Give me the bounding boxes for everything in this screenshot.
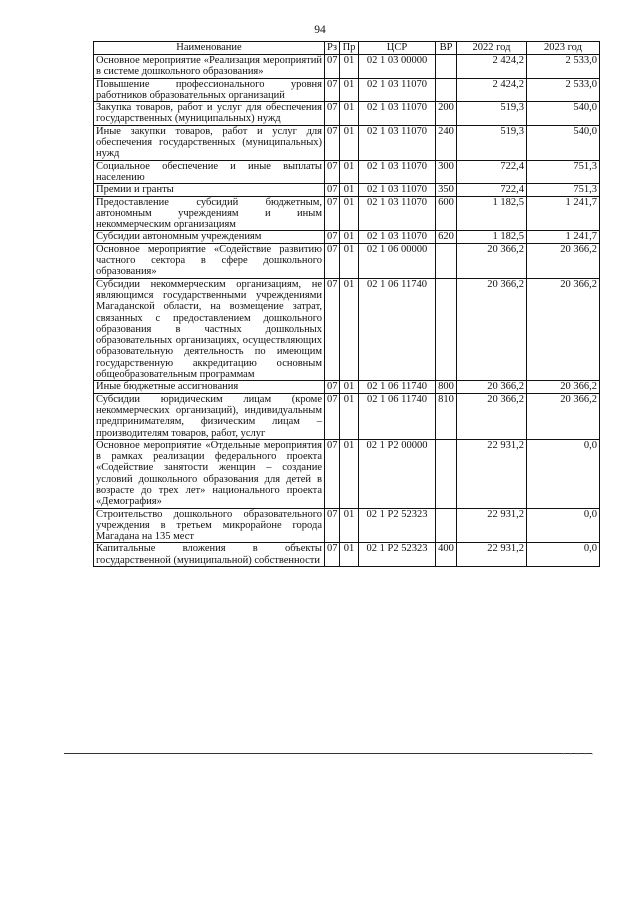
cell-rz: 07 [325,78,340,102]
cell-name: Иные закупки товаров, работ и услуг для обеспечения государственных (муниципальных) нужд [94,125,325,160]
cell-2023: 751,3 [527,160,600,184]
cell-pr: 01 [340,160,359,184]
cell-vr [436,439,457,508]
header-2023: 2023 год [527,42,600,55]
cell-vr: 350 [436,184,457,196]
header-vr: ВР [436,42,457,55]
header-csr: ЦСР [359,42,436,55]
cell-2022: 22 931,2 [457,508,527,543]
cell-pr: 01 [340,543,359,567]
cell-2023: 0,0 [527,508,600,543]
cell-name: Закупка товаров, работ и услуг для обеспечения государственных (муниципальных) нужд [94,102,325,126]
cell-vr: 300 [436,160,457,184]
cell-name: Капитальные вложения в объекты государственной (муниципальной) собственности [94,543,325,567]
cell-2022: 20 366,2 [457,278,527,381]
cell-2023: 2 533,0 [527,78,600,102]
cell-pr: 01 [340,381,359,393]
cell-2022: 22 931,2 [457,543,527,567]
cell-pr: 01 [340,78,359,102]
cell-name: Повышение профессионального уровня работников образовательных организаций [94,78,325,102]
cell-csr: 02 1 06 11740 [359,393,436,439]
cell-vr: 800 [436,381,457,393]
header-row [94,42,600,55]
cell-2022: 2 424,2 [457,55,527,79]
cell-2022: 1 182,5 [457,196,527,231]
cell-pr: 01 [340,439,359,508]
cell-csr: 02 1 03 11070 [359,78,436,102]
cell-2022: 722,4 [457,184,527,196]
cell-name: Основное мероприятие «Реализация мероприятий в системе дошкольного образования» [94,55,325,79]
footer-mark: · · · · · [562,749,595,759]
cell-2023: 20 366,2 [527,278,600,381]
cell-pr: 01 [340,102,359,126]
cell-vr: 400 [436,543,457,567]
cell-name: Субсидии автономным учреждениям [94,231,325,243]
cell-csr: 02 1 03 11070 [359,231,436,243]
cell-name: Субсидии некоммерческим организациям, не являющимся государственными учреждениями Магаданской области, на возмещение затрат, связанных с предоставлением дошкольного образования в частных дошкольных образовательных организациях, осуществляющих образовательную деятельность по имеющим государственную аккредитацию основным общеобразовательным программам [94,278,325,381]
cell-rz: 07 [325,381,340,393]
cell-pr: 01 [340,393,359,439]
cell-2023: 2 533,0 [527,55,600,79]
cell-csr: 02 1 06 11740 [359,381,436,393]
cell-csr: 02 1 06 00000 [359,243,436,278]
cell-vr [436,243,457,278]
page-number: 94 [314,24,326,36]
table-row [94,102,600,126]
table-row [94,125,600,160]
cell-rz: 07 [325,184,340,196]
header-2022: 2022 год [457,42,527,55]
cell-rz: 07 [325,125,340,160]
cell-rz: 07 [325,508,340,543]
header-pr: Пр [340,42,359,55]
cell-vr [436,278,457,381]
table-row [94,439,600,508]
cell-csr: 02 1 03 00000 [359,55,436,79]
cell-rz: 07 [325,160,340,184]
cell-vr: 240 [436,125,457,160]
table-row [94,381,600,393]
cell-csr: 02 1 P2 52323 [359,543,436,567]
footer-divider [64,753,592,754]
cell-csr: 02 1 03 11070 [359,196,436,231]
cell-pr: 01 [340,508,359,543]
cell-2022: 20 366,2 [457,243,527,278]
table-row [94,196,600,231]
cell-name: Субсидии юридическим лицам (кроме некоммерческих организаций), индивидуальным предпринимателям, физическим лицам – производителям товаров, работ, услуг [94,393,325,439]
cell-csr: 02 1 P2 52323 [359,508,436,543]
cell-2023: 20 366,2 [527,243,600,278]
header-rz: Рз [325,42,340,55]
table-row [94,160,600,184]
cell-pr: 01 [340,231,359,243]
table-row [94,543,600,567]
budget-table [93,41,600,567]
table-row [94,184,600,196]
table-row [94,78,600,102]
cell-rz: 07 [325,196,340,231]
cell-csr: 02 1 P2 00000 [359,439,436,508]
cell-name: Основное мероприятие «Отдельные мероприятия в рамках реализации федерального проекта «Содействие занятости женщин – создание условий дошкольного образования для детей в возрасте до трех лет» национального проекта «Демография» [94,439,325,508]
cell-2023: 0,0 [527,439,600,508]
cell-2023: 540,0 [527,102,600,126]
table-row [94,278,600,381]
cell-csr: 02 1 03 11070 [359,184,436,196]
table-row [94,508,600,543]
cell-csr: 02 1 03 11070 [359,160,436,184]
cell-pr: 01 [340,55,359,79]
cell-2023: 751,3 [527,184,600,196]
cell-name: Основное мероприятие «Содействие развитию частного сектора в сфере дошкольного образования» [94,243,325,278]
cell-pr: 01 [340,278,359,381]
cell-name: Иные бюджетные ассигнования [94,381,325,393]
cell-2022: 20 366,2 [457,381,527,393]
cell-2023: 20 366,2 [527,381,600,393]
cell-pr: 01 [340,243,359,278]
cell-csr: 02 1 06 11740 [359,278,436,381]
cell-pr: 01 [340,125,359,160]
cell-name: Социальное обеспечение и иные выплаты населению [94,160,325,184]
cell-pr: 01 [340,196,359,231]
cell-vr: 600 [436,196,457,231]
cell-rz: 07 [325,439,340,508]
header-name: Наименование [94,42,325,55]
cell-vr: 810 [436,393,457,439]
cell-2022: 20 366,2 [457,393,527,439]
cell-2023: 1 241,7 [527,196,600,231]
cell-rz: 07 [325,55,340,79]
cell-name: Премии и гранты [94,184,325,196]
cell-2022: 2 424,2 [457,78,527,102]
cell-rz: 07 [325,102,340,126]
cell-2023: 0,0 [527,543,600,567]
table-row [94,393,600,439]
cell-rz: 07 [325,278,340,381]
table-row [94,243,600,278]
cell-rz: 07 [325,543,340,567]
cell-2022: 1 182,5 [457,231,527,243]
cell-2022: 519,3 [457,102,527,126]
table-row [94,231,600,243]
cell-rz: 07 [325,231,340,243]
cell-csr: 02 1 03 11070 [359,102,436,126]
cell-vr: 200 [436,102,457,126]
cell-rz: 07 [325,243,340,278]
cell-csr: 02 1 03 11070 [359,125,436,160]
cell-2022: 722,4 [457,160,527,184]
table-row [94,55,600,79]
cell-vr: 620 [436,231,457,243]
cell-2022: 519,3 [457,125,527,160]
cell-2022: 22 931,2 [457,439,527,508]
cell-pr: 01 [340,184,359,196]
cell-vr [436,508,457,543]
cell-rz: 07 [325,393,340,439]
cell-vr [436,78,457,102]
cell-2023: 1 241,7 [527,231,600,243]
cell-2023: 20 366,2 [527,393,600,439]
cell-vr [436,55,457,79]
cell-2023: 540,0 [527,125,600,160]
cell-name: Строительство дошкольного образовательного учреждения в третьем микрорайоне города Магадана на 135 мест [94,508,325,543]
cell-name: Предоставление субсидий бюджетным, автономным учреждениям и иным некоммерческим организациям [94,196,325,231]
